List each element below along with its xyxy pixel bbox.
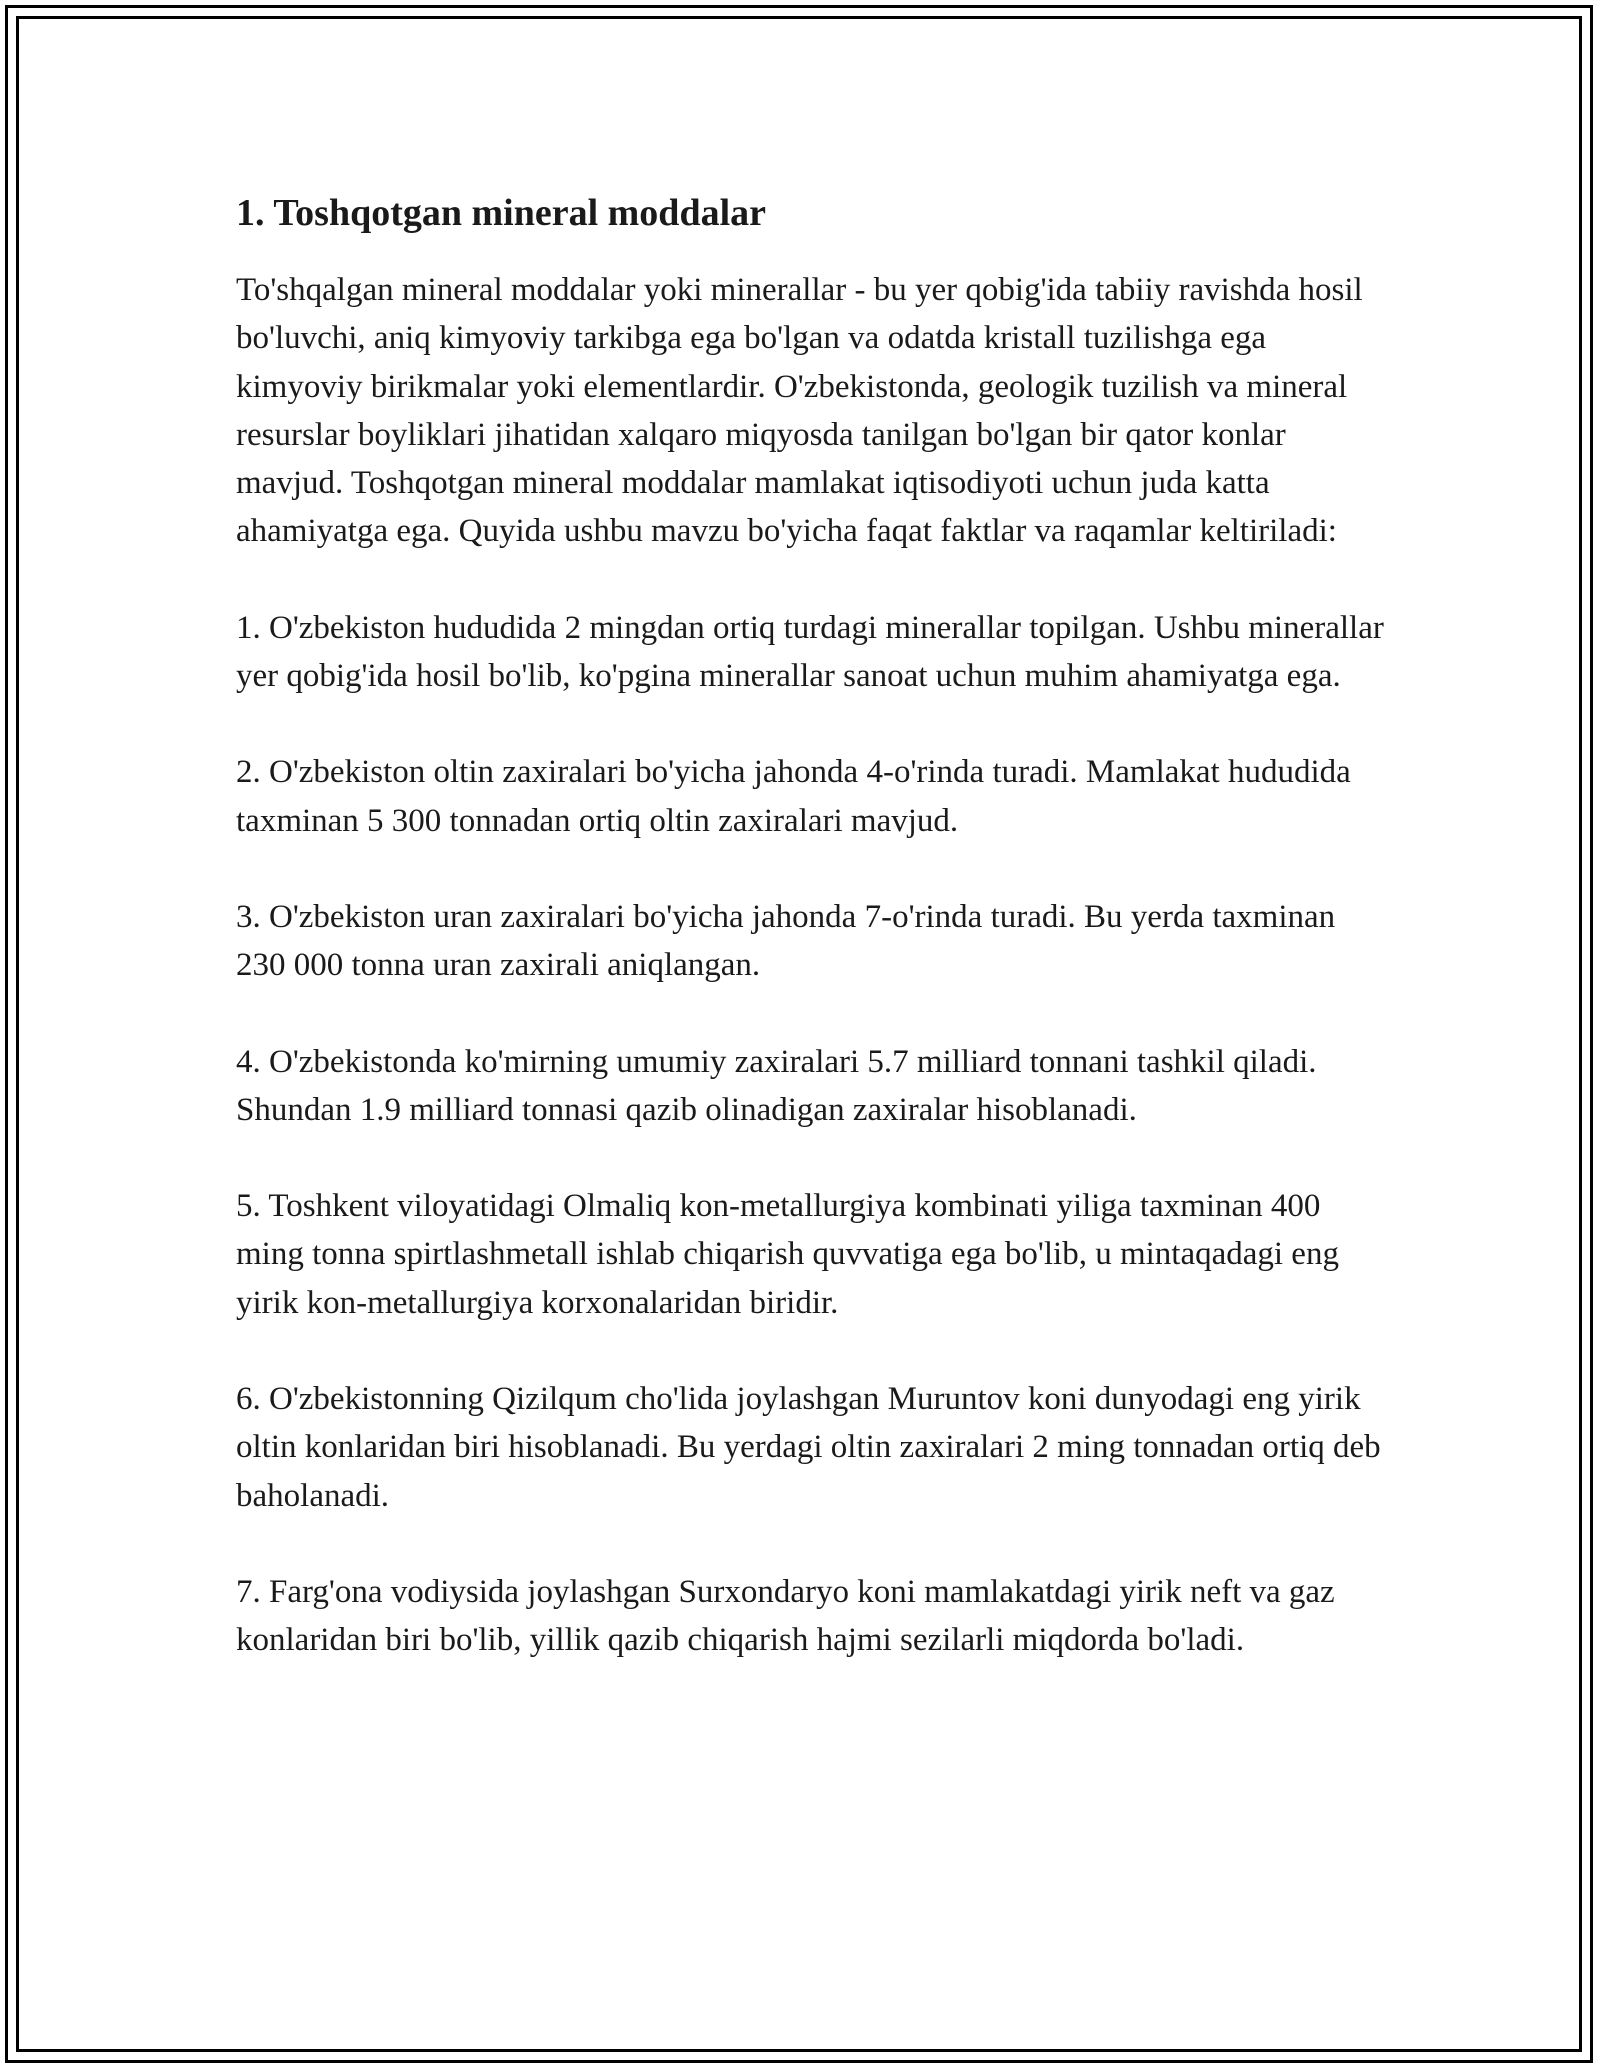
fact-item-7: 7. Farg'ona vodiysida joylashgan Surxondaryo koni mamlakatdagi yirik neft va gaz konlaridan biri bo'lib, yillik qazib chiqarish hajmi sezilarli miqdorda bo'ladi. <box>236 1573 1335 1659</box>
fact-item-4: 4. O'zbekistonda ko'mirning umumiy zaxiralari 5.7 milliard tonnani tashkil qiladi. Shundan 1.9 milliard tonnasi qazib olinadigan zaxiralar hisoblanadi. <box>236 1043 1317 1128</box>
fact-item-1: 1. O'zbekiston hududida 2 mingdan ortiq turdagi minerallar topilgan. Ushbu minerallar yer qobig'ida hosil bo'lib, ko'pgina minerallar sanoat uchun muhim ahamiyatga ega. <box>236 609 1384 695</box>
fact-item-2: 2. O'zbekiston oltin zaxiralari bo'yicha jahonda 4-o'rinda turadi. Mamlakat hududida taxminan 5 300 tonnadan ortiq oltin zaxiralari mavjud. <box>236 754 1351 839</box>
fact-item-6: 6. O'zbekistonning Qizilqum cho'lida joylashgan Muruntov koni dunyodagi eng yirik oltin konlaridan biri hisoblanadi. Bu yerdagi oltin zaxiralari 2 ming tonnadan ortiq deb baholanadi. <box>236 1381 1381 1514</box>
document-body <box>236 186 1386 1713</box>
fact-item-3: 3. O'zbekiston uran zaxiralari bo'yicha jahonda 7-o'rinda turadi. Bu yerda taxminan 230 000 tonna uran zaxirali aniqlangan. <box>236 898 1336 984</box>
fact-item-5: 5. Toshkent viloyatidagi Olmaliq kon-metallurgiya kombinati yiliga taxminan 400 ming tonna spirtlashmetall ishlab chiqarish quvvatiga ega bo'lib, u mintaqadagi eng yirik kon-metallurgiya korxonalaridan biridir. <box>236 1188 1339 1321</box>
section-heading: 1. Toshqotgan mineral moddalar <box>236 192 766 234</box>
intro-paragraph: To'shqalgan mineral moddalar yoki minerallar - bu yer qobig'ida tabiiy ravishda hosil bo'luvchi, aniq kimyoviy tarkibga ega bo'lgan va odatda kristall tuzilishga ega kimyoviy birikmalar yoki elementlardir. O'zbekistonda, geologik tuzilish va mineral resurslar boyliklari jihatidan xalqaro miqyosda tanilgan bo'lgan bir qator konlar mavjud. Toshqotgan mineral moddalar mamlakat iqtisodiyoti uchun juda katta ahamiyatga ega. Quyida ushbu mavzu bo'yicha faqat faktlar va raqamlar keltiriladi: <box>236 272 1363 550</box>
